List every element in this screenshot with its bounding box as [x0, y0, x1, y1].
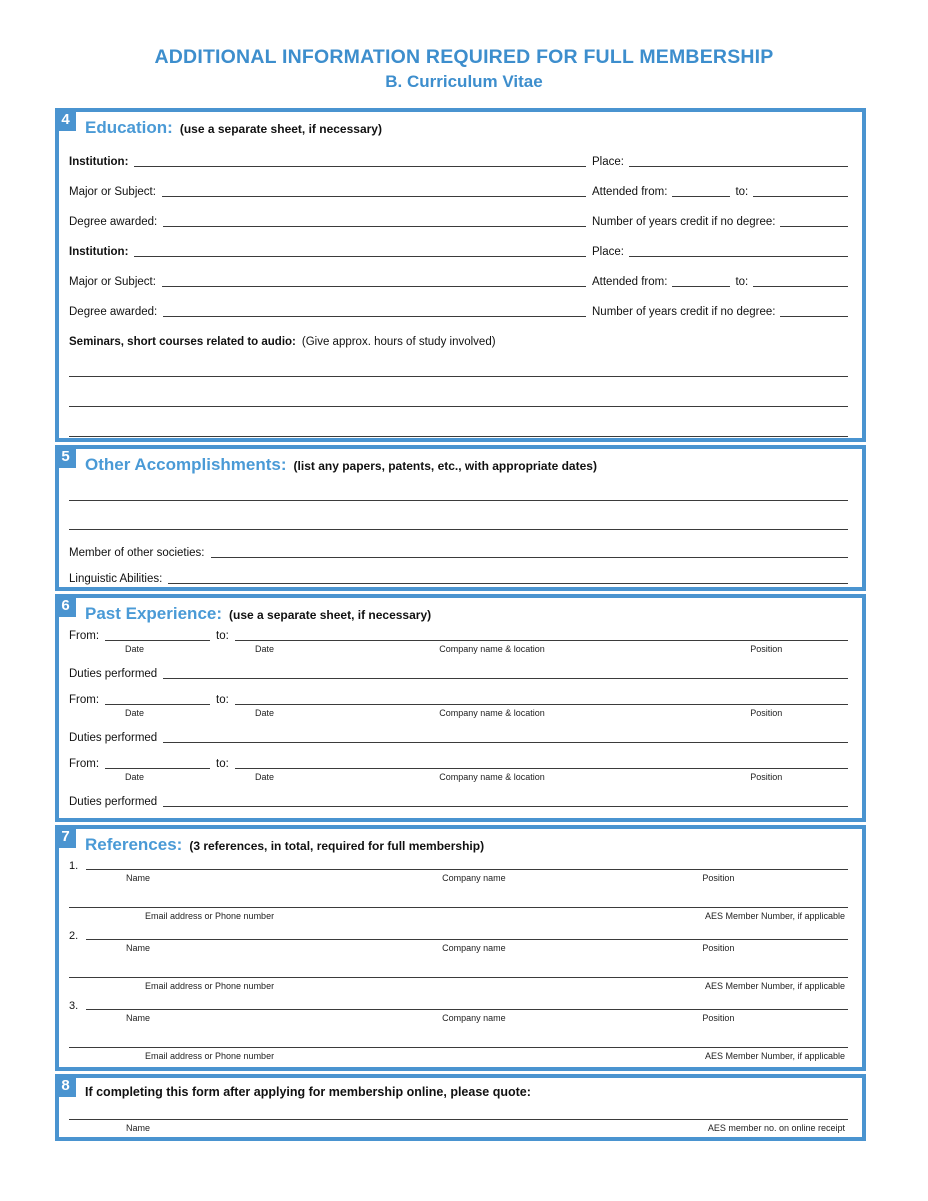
aes-member-sublabel: AES Member Number, if applicable [704, 1051, 845, 1061]
place-label: Place: [592, 156, 624, 169]
email-phone-sublabel: Email address or Phone number [145, 911, 275, 921]
seminars-label: Seminars, short courses related to audio: [69, 336, 296, 349]
section-online-quote [55, 1074, 866, 1141]
place-field[interactable] [629, 166, 848, 167]
reference-block-3 [69, 995, 848, 1063]
company-sublabel: Company name & location [439, 708, 545, 718]
position-sublabel: Position [702, 1013, 735, 1023]
from-label: From: [69, 694, 100, 707]
section-references-title: References: [85, 835, 183, 854]
to-company-position-field[interactable] [235, 704, 848, 705]
to-company-position-field[interactable] [235, 640, 848, 641]
duties-field[interactable] [163, 678, 848, 679]
position-sublabel: Position [702, 943, 735, 953]
online-quote-field[interactable] [69, 1119, 848, 1120]
section-references-note: (3 references, in total, required for full membership) [189, 839, 485, 853]
attended-to-label: to: [735, 276, 749, 289]
years-credit-field[interactable] [780, 226, 848, 227]
linguistic-label: Linguistic Abilities: [69, 573, 163, 586]
date-sublabel: Date [255, 708, 275, 718]
name-sublabel: Name [126, 1123, 151, 1133]
reference-name-company-position-field[interactable] [86, 939, 848, 940]
degree-label: Degree awarded: [69, 216, 158, 229]
attended-from-field[interactable] [672, 196, 730, 197]
reference-block-2 [69, 925, 848, 993]
degree-field[interactable] [163, 316, 586, 317]
institution-row-1 [69, 140, 848, 170]
degree-row-1 [69, 200, 848, 230]
from-date-field[interactable] [105, 768, 210, 769]
date-sublabel: Date [255, 644, 275, 654]
position-sublabel: Position [750, 644, 783, 654]
duties-field[interactable] [163, 742, 848, 743]
section-education-title: Education: [85, 118, 173, 137]
online-quote-heading: If completing this form after applying for membership online, please quote: [85, 1085, 531, 1099]
aes-member-sublabel: AES Member Number, if applicable [704, 981, 845, 991]
seminars-line-1[interactable] [69, 376, 848, 377]
date-sublabel: Date [125, 644, 145, 654]
societies-label: Member of other societies: [69, 547, 205, 560]
section-accomplishments-title: Other Accomplishments: [85, 455, 287, 474]
reference-name-company-position-field[interactable] [86, 1009, 848, 1010]
duties-label: Duties performed [69, 668, 158, 681]
major-label: Major or Subject: [69, 276, 156, 289]
to-label: to: [216, 694, 229, 707]
major-label: Major or Subject: [69, 186, 156, 199]
section-experience-header [69, 598, 848, 624]
linguistic-field[interactable] [168, 583, 848, 584]
societies-field[interactable] [211, 557, 848, 558]
section-education-header [69, 112, 848, 140]
reference-name-company-position-field[interactable] [86, 869, 848, 870]
years-credit-label: Number of years credit if no degree: [592, 306, 776, 319]
page-header [0, 0, 928, 92]
degree-label: Degree awarded: [69, 306, 158, 319]
page-subtitle: B. Curriculum Vitae [385, 72, 543, 91]
seminars-line-2[interactable] [69, 406, 848, 407]
seminars-line-3[interactable] [69, 436, 848, 437]
name-sublabel: Name [126, 873, 151, 883]
section-references [55, 825, 866, 1071]
date-sublabel: Date [125, 772, 145, 782]
accomplishments-line-1[interactable] [69, 500, 848, 501]
to-label: to: [216, 630, 229, 643]
section-past-experience [55, 594, 866, 822]
place-field[interactable] [629, 256, 848, 257]
position-sublabel: Position [702, 873, 735, 883]
aes-member-sublabel: AES Member Number, if applicable [704, 911, 845, 921]
to-company-position-field[interactable] [235, 768, 848, 769]
duties-label: Duties performed [69, 732, 158, 745]
section-education-note: (use a separate sheet, if necessary) [179, 122, 382, 136]
institution-label: Institution: [69, 156, 129, 169]
name-sublabel: Name [126, 943, 151, 953]
seminars-note: (Give approx. hours of study involved) [301, 336, 496, 349]
section-6-badge: 6 [55, 594, 76, 617]
seminars-row [69, 320, 848, 350]
institution-field[interactable] [134, 166, 586, 167]
position-sublabel: Position [750, 708, 783, 718]
attended-to-label: to: [735, 186, 749, 199]
section-7-badge: 7 [55, 825, 76, 848]
from-date-field[interactable] [105, 704, 210, 705]
section-8-badge: 8 [55, 1074, 76, 1097]
societies-row [69, 533, 848, 561]
from-date-field[interactable] [105, 640, 210, 641]
experience-block-1 [69, 624, 848, 682]
attended-to-field[interactable] [753, 286, 848, 287]
reference-number: 3. [69, 999, 79, 1012]
section-other-accomplishments [55, 445, 866, 591]
accomplishments-line-2[interactable] [69, 529, 848, 530]
form-body [55, 108, 866, 1141]
attended-from-label: Attended from: [592, 186, 668, 199]
attended-to-field[interactable] [753, 196, 848, 197]
reference-number: 2. [69, 929, 79, 942]
duties-field[interactable] [163, 806, 848, 807]
from-label: From: [69, 758, 100, 771]
to-label: to: [216, 758, 229, 771]
section-accomplishments-note: (list any papers, patents, etc., with appropriate dates) [293, 459, 597, 473]
major-field[interactable] [162, 196, 586, 197]
company-sublabel: Company name & location [439, 772, 545, 782]
from-label: From: [69, 630, 100, 643]
attended-from-field[interactable] [672, 286, 730, 287]
institution-label: Institution: [69, 246, 129, 259]
degree-field[interactable] [163, 226, 586, 227]
section-4-badge: 4 [55, 108, 76, 131]
years-credit-label: Number of years credit if no degree: [592, 216, 776, 229]
reference-contact-field[interactable] [69, 977, 848, 978]
attended-from-label: Attended from: [592, 276, 668, 289]
place-label: Place: [592, 246, 624, 259]
position-sublabel: Position [750, 772, 783, 782]
section-experience-note: (use a separate sheet, if necessary) [229, 608, 432, 622]
company-name-sublabel: Company name [442, 943, 506, 953]
section-5-badge: 5 [55, 445, 76, 468]
company-name-sublabel: Company name [442, 873, 506, 883]
experience-block-3 [69, 752, 848, 810]
experience-block-2 [69, 688, 848, 746]
reference-block-1 [69, 855, 848, 923]
duties-label: Duties performed [69, 796, 158, 809]
institution-field[interactable] [134, 256, 586, 257]
reference-contact-field[interactable] [69, 907, 848, 908]
degree-row-2 [69, 290, 848, 320]
company-name-sublabel: Company name [442, 1013, 506, 1023]
section-accomplishments-header [69, 449, 848, 475]
receipt-number-sublabel: AES member no. on online receipt [707, 1123, 845, 1133]
linguistic-row [69, 561, 848, 587]
section-references-header [69, 829, 848, 855]
major-row-1 [69, 170, 848, 200]
section-experience-title: Past Experience: [85, 604, 223, 623]
institution-row-2 [69, 230, 848, 260]
email-phone-sublabel: Email address or Phone number [145, 1051, 275, 1061]
email-phone-sublabel: Email address or Phone number [145, 981, 275, 991]
years-credit-field[interactable] [780, 316, 848, 317]
section-education [55, 108, 866, 442]
major-field[interactable] [162, 286, 586, 287]
page-title: ADDITIONAL INFORMATION REQUIRED FOR FULL MEMBERSHIP [154, 46, 774, 68]
reference-number: 1. [69, 859, 79, 872]
name-sublabel: Name [126, 1013, 151, 1023]
date-sublabel: Date [125, 708, 145, 718]
reference-contact-field[interactable] [69, 1047, 848, 1048]
major-row-2 [69, 260, 848, 290]
date-sublabel: Date [255, 772, 275, 782]
company-sublabel: Company name & location [439, 644, 545, 654]
